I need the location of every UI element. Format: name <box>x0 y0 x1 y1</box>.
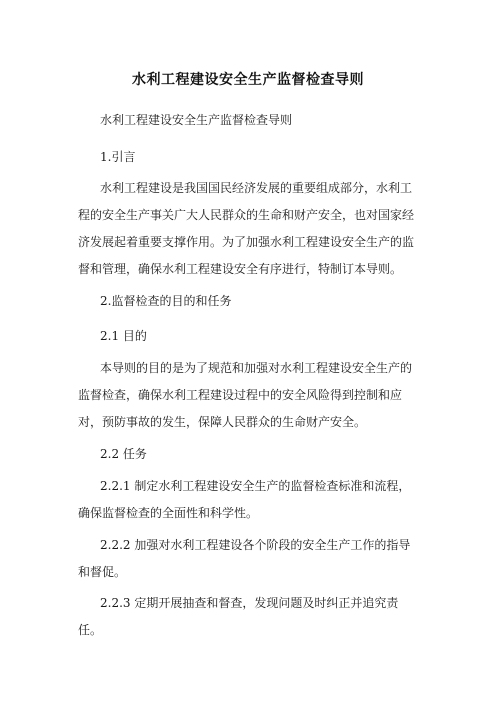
section-2-heading: 2.监督检查的目的和任务 <box>100 294 232 308</box>
document-subtitle: 水利工程建设安全生产监督检查导则 <box>100 113 293 127</box>
section-2-2-2-body: 2.2.2 加强对水利工程建设各个阶段的安全生产工作的指导和督促。 <box>78 538 411 579</box>
section-2-2-3-body: 2.2.3 定期开展抽查和督查，发现问题及时纠正并追究责任。 <box>78 596 399 637</box>
section-1-heading: 1.引言 <box>100 150 136 164</box>
section-2-2-heading: 2.2 任务 <box>100 447 147 461</box>
section-2-2-1-body: 2.2.1 制定水利工程建设安全生产的监督检查标准和流程，确保监督检查的全面性和科学性。 <box>78 479 411 520</box>
document-title: 水利工程建设安全生产监督检查导则 <box>132 72 364 88</box>
section-2-1-heading: 2.1 目的 <box>100 329 147 343</box>
section-2-1-body: 本导则的目的是为了规范和加强对水利工程建设安全生产的监督检查，确保水利工程建设过程中的安全风险得到控制和应对，预防事故的发生，保障人民群众的生命财产安全。 <box>78 361 413 429</box>
section-1-body: 水利工程建设是我国国民经济发展的重要组成部分，水利工程的安全生产事关广大人民群众的生命和财产安全，也对国家经济发展起着重要支撑作用。为了加强水利工程建设安全生产的监督和管理，确保水利工程建设安全有序进行，特制订本导则。 <box>78 181 415 276</box>
